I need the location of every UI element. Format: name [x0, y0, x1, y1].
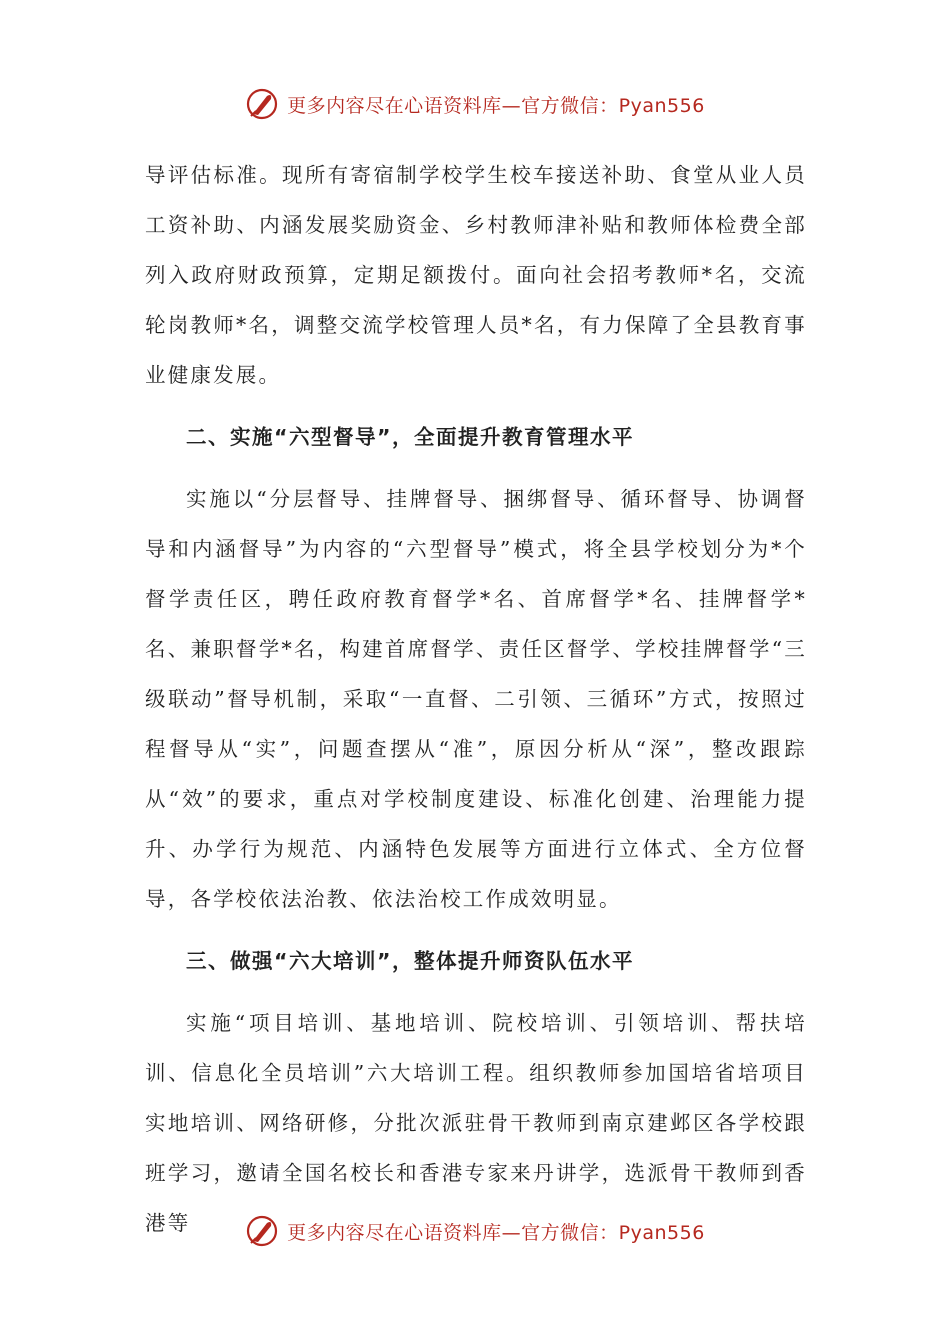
watermark-header: [0, 84, 950, 124]
quill-pen-logo-icon: [245, 1214, 279, 1248]
watermark-text: 更多内容尽在心语资料库—官方微信：Pyan556: [287, 94, 705, 117]
document-body: [145, 150, 807, 1248]
watermark-text: 更多内容尽在心语资料库—官方微信：Pyan556: [287, 1221, 705, 1244]
watermark-footer: [0, 1211, 950, 1251]
paragraph-2: 实施以“分层督导、挂牌督导、捆绑督导、循环督导、协调督导和内涵督导”为内容的“六型督导”模式，将全县学校划分为*个督学责任区，聘任政府教育督学*名、首席督学*名、挂牌督学*名、兼职督学*名，构建首席督学、责任区督学、学校挂牌督学“三级联动”督导机制，采取“一直督、二引领、三循环”方式，按照过程督导从“实”，问题查摆从“准”，原因分析从“深”，整改跟踪从“效”的要求，重点对学校制度建设、标准化创建、治理能力提升、办学行为规范、内涵特色发展等方面进行立体式、全方位督导，各学校依法治教、依法治校工作成效明显。: [145, 487, 807, 911]
section-heading-3: 三、做强“六大培训”，整体提升师资队伍水平: [186, 949, 634, 973]
paragraph-3: 实施“项目培训、基地培训、院校培训、引领培训、帮扶培训、信息化全员培训”六大培训工程。组织教师参加国培省培项目实地培训、网络研修，分批次派驻骨干教师到南京建邺区各学校跟班学习，邀请全国名校长和香港专家来丹讲学，选派骨干教师到香港等: [145, 1011, 807, 1235]
section-heading-2: 二、实施“六型督导”，全面提升教育管理水平: [186, 425, 634, 449]
paragraph-1: 导评估标准。现所有寄宿制学校学生校车接送补助、食堂从业人员工资补助、内涵发展奖励资金、乡村教师津补贴和教师体检费全部列入政府财政预算，定期足额拨付。面向社会招考教师*名，交流轮岗教师*名，调整交流学校管理人员*名，有力保障了全县教育事业健康发展。: [145, 163, 807, 387]
quill-pen-logo-icon: [245, 87, 279, 121]
